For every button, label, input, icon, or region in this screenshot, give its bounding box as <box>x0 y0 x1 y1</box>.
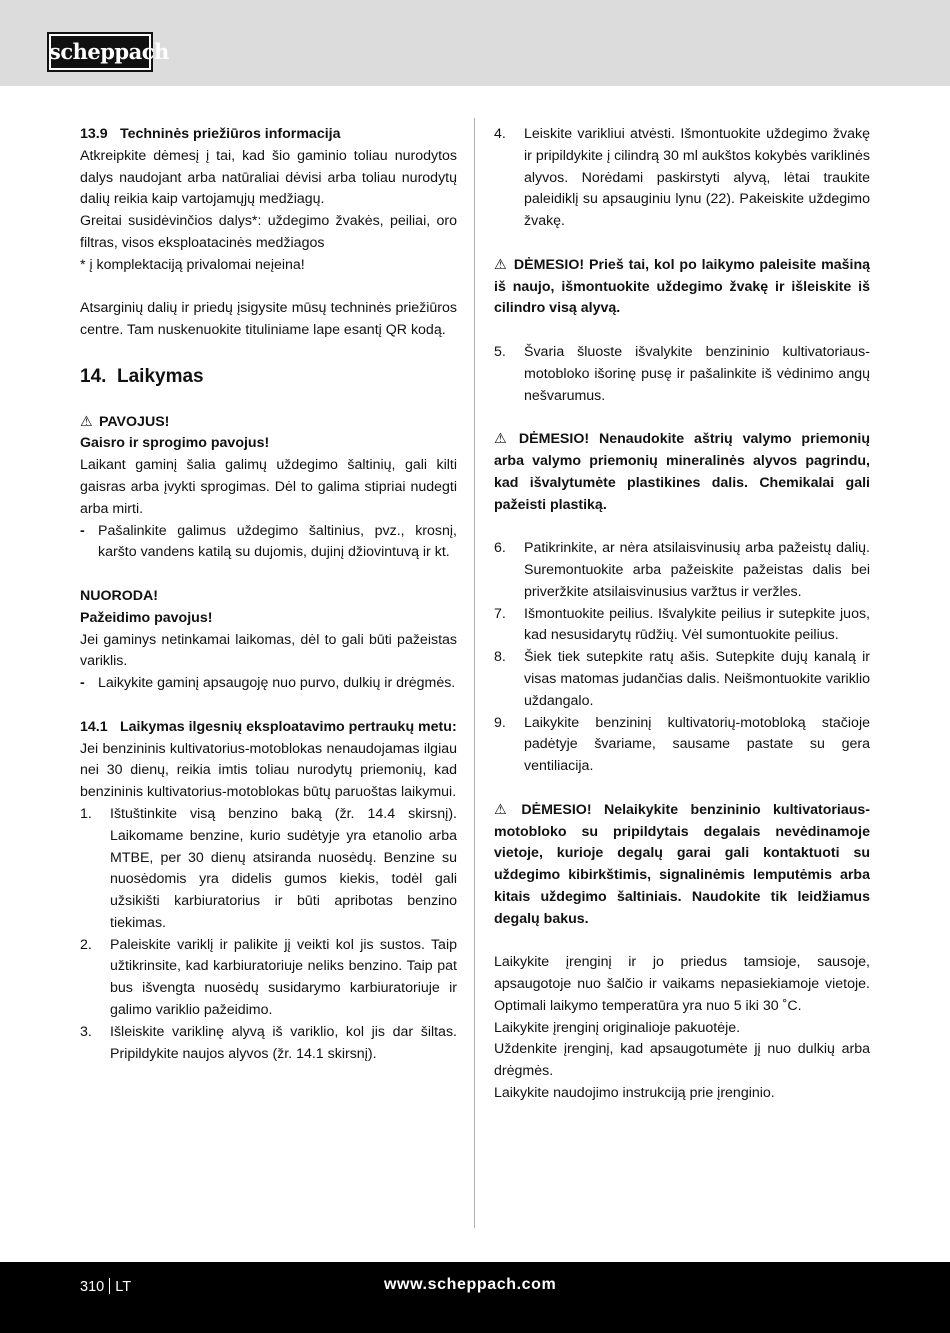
list-item: 5. Švaria šluoste išvalykite benzininio kultivatoriaus-motobloko išorinę pusę ir pašalinkite iš vėdinimo angų nešvarumus. <box>494 343 870 404</box>
note-subtitle: Pažeidimo pavojus! <box>80 609 213 626</box>
caution-block: ⚠ DĖMESIO! Prieš tai, kol po laikymo paleisite mašiną iš naujo, išmontuokite uždegimo žvakę ir išleiskite iš cilindro visą alyvą. <box>494 256 870 317</box>
right-column <box>494 124 870 1105</box>
paragraph: Atkreipkite dėmesį į tai, kad šio gaminio toliau nurodytos dalys naudojant arba natūraliai dėvisi arba toliau nurodytų dalių reikia kaip vartojamųjų medžiagų. <box>80 147 457 208</box>
page-footer <box>0 1262 950 1333</box>
note-text: Jei gaminys netinkamai laikomas, dėl to gali būti pažeistas variklis. <box>80 631 457 670</box>
danger-subtitle: Gaisro ir sprogimo pavojus! <box>80 435 270 452</box>
warning-icon: ⚠ <box>494 431 507 448</box>
list-item: 3. Išleiskite variklinę alyvą iš variklio, kol jis dar šiltas. Pripildykite naujos alyvos (žr. 14.1 skirsnį). <box>80 1023 457 1062</box>
website-link[interactable]: www.scheppach.com <box>384 1276 557 1293</box>
section-14-1-heading: 14.1 Laikymas ilgesnių eksploatavimo pertraukų metu: <box>80 718 457 735</box>
caution-block: ⚠ DĖMESIO! Nenaudokite aštrių valymo priemonių arba valymo priemonių mineralinės alyvos pagrindu, kad išvalytumėte plastikines dalis. Chemikalai gali pažeisti plastiką. <box>494 431 870 513</box>
paragraph: Jei benzininis kultivatorius-motoblokas nenaudojamas ilgiau nei 30 dienų, reikia imtis toliau nurodytų priemonių, kad benzininis kultivatorius-motoblokas būtų paruoštas laikymui. <box>80 740 457 801</box>
page-header <box>0 0 950 86</box>
note-label: NUORODA! <box>80 587 159 604</box>
danger-text: Laikant gaminį šalia galimų uždegimo šaltinių, gali kilti gaisras arba įvykti sprogimas. Dėl to galima stipriai nudegti arba mirti. <box>80 457 457 517</box>
caution-block: ⚠ DĖMESIO! Nelaikykite benzininio kultivatoriaus-motobloko su pripildytais degalais nevėdinamoje vietoje, kurioje degalų garai gali kontaktuoti su uždegimo kibirkštimis, signalinėmis lemputėmis arba kitais uždegimo šaltiniais. Naudokite tik leidžiamus degalų bakus. <box>494 801 871 927</box>
scheppach-logo: scheppach <box>47 32 153 72</box>
paragraph: Laikykite įrenginį ir jo priedus tamsioje, sausoje, apsaugotoje nuo šalčio ir vaikams nepasiekiamoje vietoje. Optimali laikymo temperatūra yra nuo 5 iki 30 ˚C. <box>494 954 870 1014</box>
paragraph: Atsarginių dalių ir priedų įsigysite mūsų techninės priežiūros centre. Tam nuskenuokite tituliniame lape esantį QR kodą. <box>80 300 457 339</box>
list-item: 8. Šiek tiek sutepkite ratų ašis. Sutepkite dujų kanalą ir visas matomas judančias dalis. Neišmontuokite variklio uždangalo. <box>494 649 870 709</box>
warning-icon: ⚠ <box>494 256 507 273</box>
warning-icon: ⚠ <box>80 413 93 430</box>
column-divider <box>474 118 475 1228</box>
paragraph: * į komplektaciją privalomai neįeina! <box>80 256 305 273</box>
list-item: 7. Išmontuokite peilius. Išvalykite peilius ir sutepkite juos, kad nesusidarytų rūdžių. Vėl sumontuokite peilius. <box>494 605 870 644</box>
list-item: 4. Leiskite varikliui atvėsti. Išmontuokite uždegimo žvakę ir pripildykite į cilindrą 30 ml aukštos kokybės variklinės alyvos. Norėdami paskirstyti alyvą, lėtai traukite paleidiklį su apsauginiu lynu (22). Pakeiskite uždegimo žvakę. <box>494 126 870 230</box>
section-14-heading: 14. Laikymas <box>80 365 204 387</box>
list-item: 2. Paleiskite variklį ir palikite jį veikti kol jis sustos. Taip užtikrinsite, kad karbiuratoriuje neliks benzino. Taip pat bus išvengta nuosėdų susidarymo karbiuratoriuje ir galimo variklio pažeidimo. <box>80 936 457 1019</box>
warning-icon: ⚠ <box>494 801 507 818</box>
paragraph: Laikykite įrenginį originalioje pakuotėje. <box>494 1019 741 1036</box>
list-item: - Laikykite gaminį apsaugoję nuo purvo, dulkių ir drėgmės. <box>80 675 456 692</box>
list-item: 9. Laikykite benzininį kultivatorių-motobloką stačioje padėtyje švariame, sausame pastate su gera ventiliacija. <box>494 714 870 775</box>
paragraph: Laikykite naudojimo instrukciją prie įrenginio. <box>494 1085 775 1102</box>
list-item: 6. Patikrinkite, ar nėra atsilaisvinusių arba pažeistų dalių. Suremontuokite arba pažeiskite pažeistas dalis bei priveržkite atsilaisvinusius varžtus ir veržles. <box>494 540 870 600</box>
paragraph: Greitai susidėvinčios dalys*: uždegimo žvakės, peiliai, oro filtras, visos eksploatacinės medžiagos <box>80 213 457 251</box>
list-item: - Pašalinkite galimus uždegimo šaltinius, pvz., krosnį, karšto vandens katilą su dujomis, dujinį džiovintuvą ir kt. <box>80 522 457 561</box>
list-item: 1. Ištuštinkite visą benzino baką (žr. 14.4 skirsnį). Laikomame benzine, kurio sudėtyje yra etanolio arba MTBE, per 30 dienų atsiranda nuosėdų. Benzine su nuosėdomis yra didelis gumos kiekis, todėl gali užsikišti karbiuratorius ir būti apribotas benzino tiekimas. <box>80 805 457 931</box>
left-column <box>80 124 457 1065</box>
section-13-9-heading: 13.9 Techninės priežiūros informacija <box>80 126 341 142</box>
paragraph: Uždenkite įrenginį, kad apsaugotumėte jį nuo dulkių arba drėgmės. <box>494 1041 870 1080</box>
danger-label: ⚠ PAVOJUS! <box>80 412 457 434</box>
page-number: 310 LT <box>80 1279 132 1295</box>
